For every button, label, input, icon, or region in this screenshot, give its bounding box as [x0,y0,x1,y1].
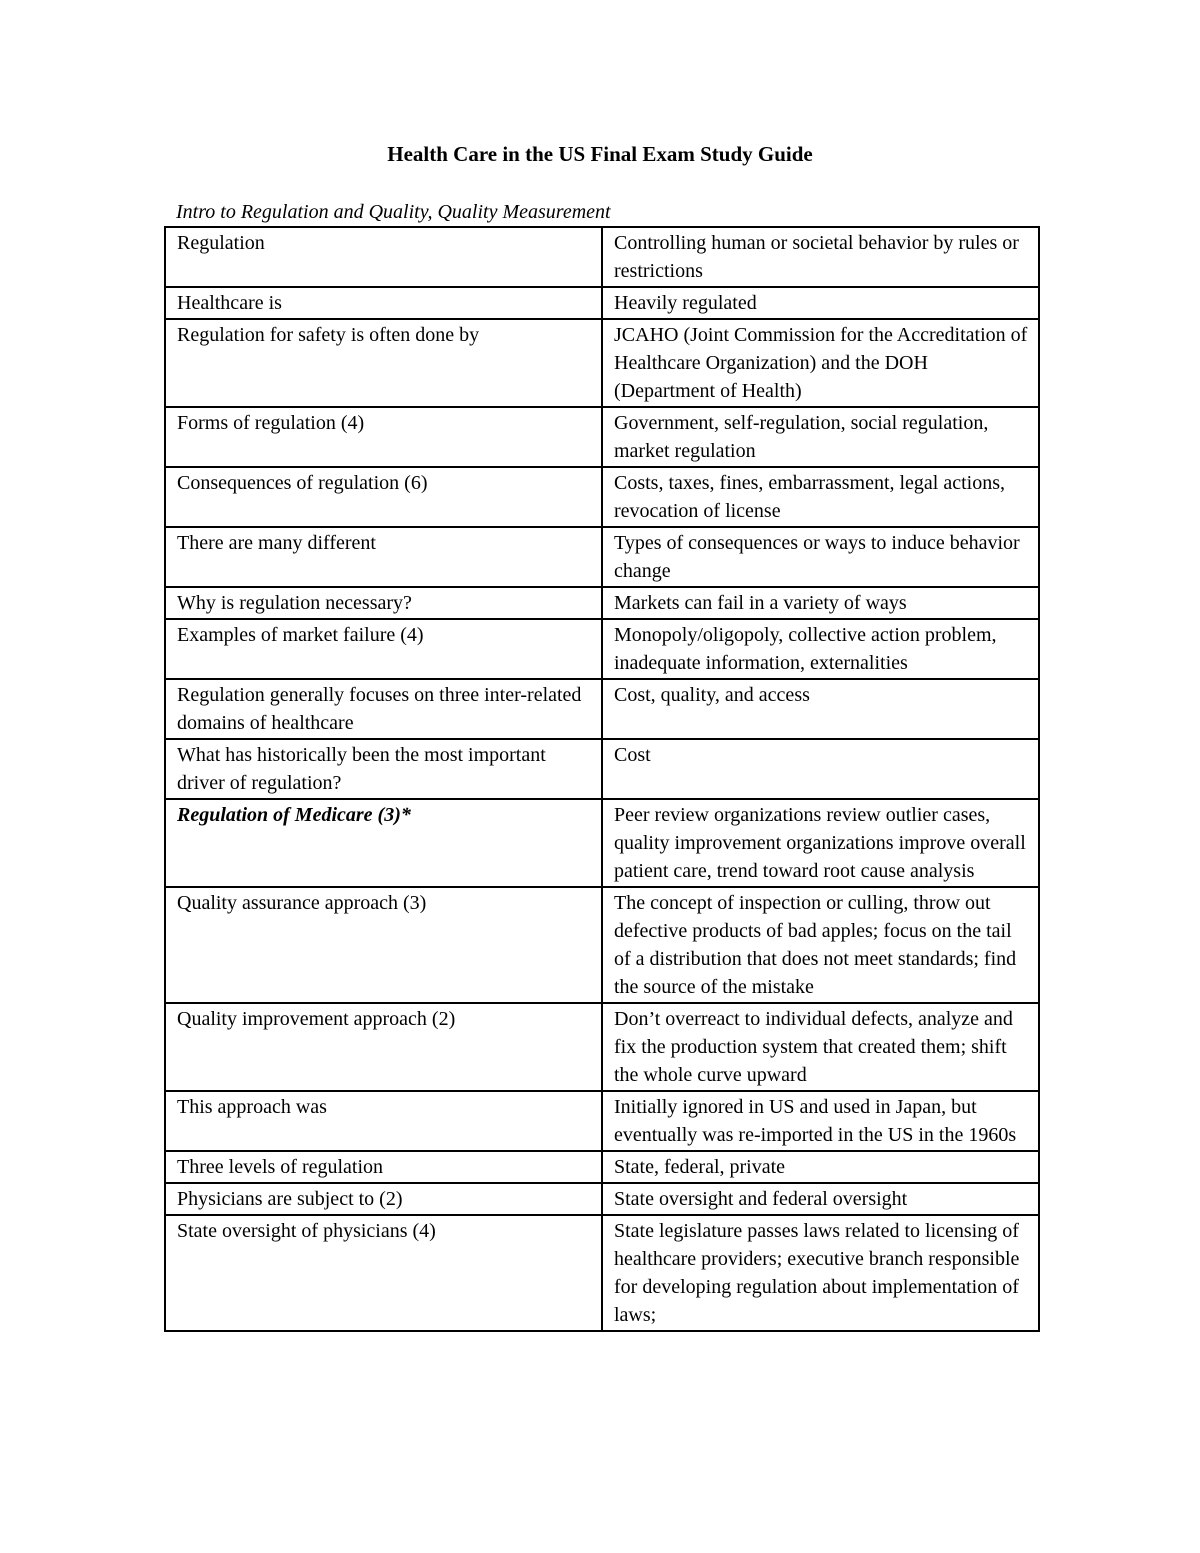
definition-cell: Markets can fail in a variety of ways [602,587,1039,619]
section-heading: Intro to Regulation and Quality, Quality Measurement [176,201,611,223]
table-row [165,887,1039,1003]
term-cell: Quality assurance approach (3) [165,887,602,1003]
table-row [165,467,1039,527]
definition-cell: Don’t overreact to individual defects, analyze and fix the production system that created them; shift the whole curve upward [602,1003,1039,1091]
definition-cell: State legislature passes laws related to licensing of healthcare providers; executive branch responsible for developing regulation about implementation of laws; [602,1215,1039,1331]
table-row [165,1215,1039,1331]
definition-cell: Costs, taxes, fines, embarrassment, legal actions, revocation of license [602,467,1039,527]
definition-cell: Peer review organizations review outlier cases, quality improvement organizations improve overall patient care, trend toward root cause analysis [602,799,1039,887]
document-title: Health Care in the US Final Exam Study Guide [387,142,813,166]
table-row [165,407,1039,467]
definition-cell: Government, self-regulation, social regulation, market regulation [602,407,1039,467]
table-row [165,1003,1039,1091]
table-row [165,1183,1039,1215]
table-row [165,1151,1039,1183]
definition-cell: Cost [602,739,1039,799]
term-cell: Regulation for safety is often done by [165,319,602,407]
definition-cell: Controlling human or societal behavior by rules or restrictions [602,227,1039,287]
table-row [165,587,1039,619]
term-cell: Quality improvement approach (2) [165,1003,602,1091]
term-cell: Three levels of regulation [165,1151,602,1183]
definition-cell: JCAHO (Joint Commission for the Accreditation of Healthcare Organization) and the DOH (Department of Health) [602,319,1039,407]
table-row [165,679,1039,739]
term-cell: Physicians are subject to (2) [165,1183,602,1215]
term-cell: Regulation [165,227,602,287]
table-row [165,1091,1039,1151]
study-guide-table [164,226,1040,1332]
term-cell: This approach was [165,1091,602,1151]
term-cell: Forms of regulation (4) [165,407,602,467]
definition-cell: Cost, quality, and access [602,679,1039,739]
definition-cell: Initially ignored in US and used in Japan, but eventually was re-imported in the US in the 1960s [602,1091,1039,1151]
definition-cell: Monopoly/oligopoly, collective action problem, inadequate information, externalities [602,619,1039,679]
table-row [165,799,1039,887]
table-row [165,739,1039,799]
term-cell: There are many different [165,527,602,587]
definition-cell: State oversight and federal oversight [602,1183,1039,1215]
term-cell-emphasized: Regulation of Medicare (3)* [165,799,602,887]
term-cell: Regulation generally focuses on three inter-related domains of healthcare [165,679,602,739]
table-row [165,227,1039,287]
definition-cell: Types of consequences or ways to induce behavior change [602,527,1039,587]
table-row [165,619,1039,679]
term-cell: Healthcare is [165,287,602,319]
term-cell: Consequences of regulation (6) [165,467,602,527]
table-row [165,319,1039,407]
table-row [165,287,1039,319]
term-cell: Why is regulation necessary? [165,587,602,619]
definition-cell: The concept of inspection or culling, throw out defective products of bad apples; focus on the tail of a distribution that does not meet standards; find the source of the mistake [602,887,1039,1003]
definition-cell: Heavily regulated [602,287,1039,319]
definition-cell: State, federal, private [602,1151,1039,1183]
table-row [165,527,1039,587]
term-cell: State oversight of physicians (4) [165,1215,602,1331]
term-cell: Examples of market failure (4) [165,619,602,679]
term-cell: What has historically been the most important driver of regulation? [165,739,602,799]
